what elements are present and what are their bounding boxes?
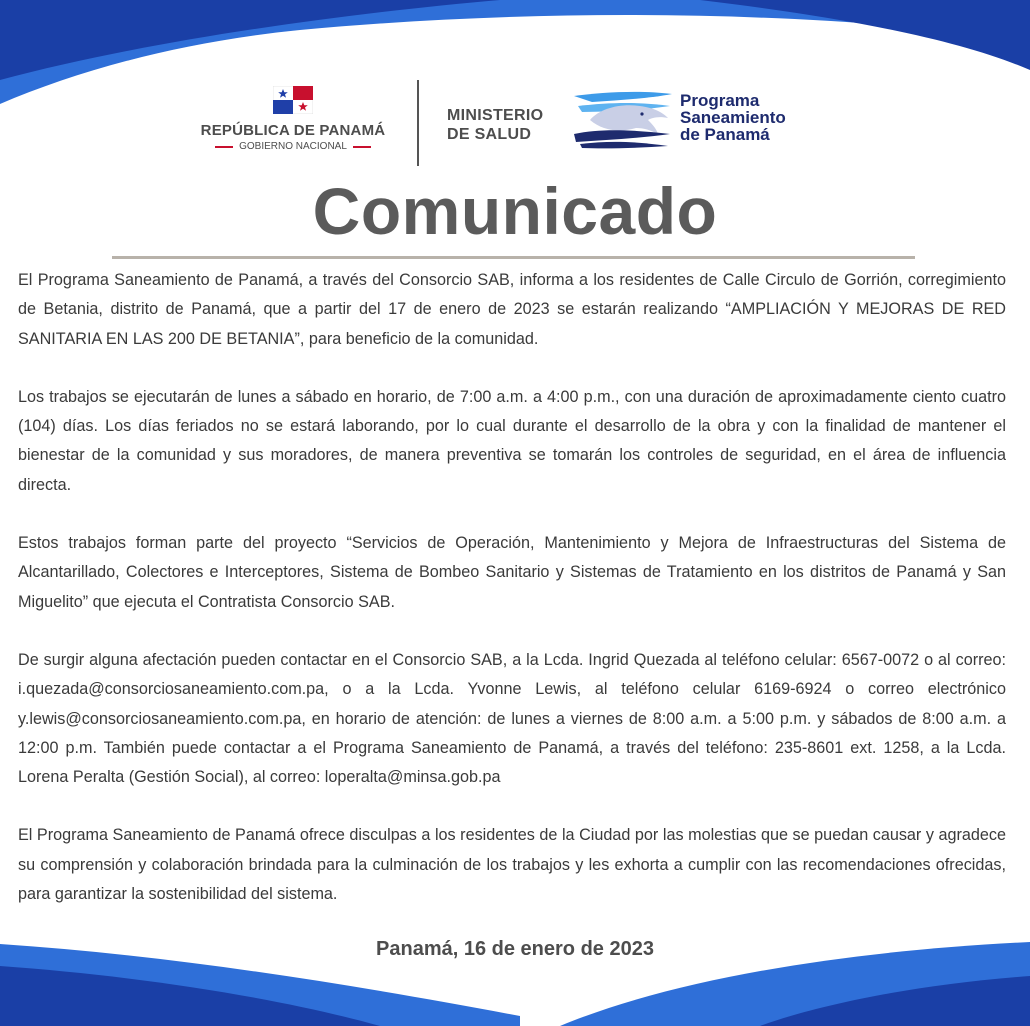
ministry-line-1: MINISTERIO [447,107,544,124]
program-line-3: de Panamá [680,125,770,144]
paragraph-project: Estos trabajos forman parte del proyecto “Servicios de Operación, Mantenimiento y Mejora de Infraestructuras del Sistema de Alcantarillado, Colectores e Interceptores, Sistema de Bombeo Sanitario y Sistemas de Tratamiento en los distritos de Panamá y San Miguelito” que ejecuta el Contratista Consorcio SAB. [18,534,1006,611]
program-line-1: Programa [680,91,760,110]
government-logo [188,86,398,152]
logo-divider [417,80,419,166]
paragraph-schedule: Los trabajos se ejecutarán de lunes a sábado en horario, de 7:00 a.m. a 4:00 p.m., con una duración de aproximadamente ciento cuatro (104) días. Los días feriados no se estará laborando, por lo cual durante el desarrollo de la obra y con la finalidad de mantener el bienestar de la comunidad y sus moradores, de manera preventiva se tomarán los controles de seguridad, en el área de influencia directa. [18,387,1006,494]
header-logos [0,78,1030,170]
paragraph-contacts: De surgir alguna afectación pueden contactar en el Consorcio SAB, a la Lcda. Ingrid Quezada al teléfono celular: 6567-0072 o al correo: i.quezada@consorciosaneamiento.com.pa, o a la Lcda. Yvonne Lewis, al teléfono celular 6169-6924 o correo electrónico y.lewis@consorciosaneamiento.com.pa, en horario de atención: de lunes a viernes de 8:00 a.m. a 5:00 p.m. y sábados de 8:00 a.m. a 12:00 p.m. También puede contactar a el Programa Saneamiento de Panamá, a través del teléfono: 235-8601 ext. 1258, a la Lcda. Lorena Peralta (Gestión Social), al correo: loperalta@minsa.gob.pa [18,650,1006,787]
paragraph-announcement: El Programa Saneamiento de Panamá, a través del Consorcio SAB, informa a los residentes de Calle Circulo de Gorrión, corregimiento de Betania, distrito de Panamá, que a partir del 17 de enero de 2023 se estarán realizando “AMPLIACIÓN Y MEJORAS DE RED SANITARIA EN LAS 200 DE BETANIA”, para beneficio de la comunidad. [18,271,1006,348]
paragraph-apology: El Programa Saneamiento de Panamá ofrece disculpas a los residentes de la Ciudad por las molestias que se puedan causar y agradece su comprensión y colaboración brindada para la culminación de los trabajos y les exhorta a cumplir con las recomendaciones ofrecidas, para garantizar la sostenibilidad del sistema. [18,826,1006,904]
page-title: Comunicado [312,174,718,248]
government-name: REPÚBLICA DE PANAMÁ [200,122,386,139]
communique-body [18,266,1006,938]
program-name [680,92,786,143]
divider-dash [215,146,233,148]
ministry-line-2: DE SALUD [447,126,532,143]
ministry-name [447,106,543,144]
dolphin-logo-icon [572,90,674,150]
panama-flag-icon [273,86,313,114]
government-subtitle [188,141,398,152]
program-line-2: Saneamiento [680,108,786,127]
divider-dash [353,146,371,148]
title-underline [112,256,915,259]
date-signoff: Panamá, 16 de enero de 2023 [376,938,654,960]
government-subtitle-text: GOBIERNO NACIONAL [239,141,347,152]
